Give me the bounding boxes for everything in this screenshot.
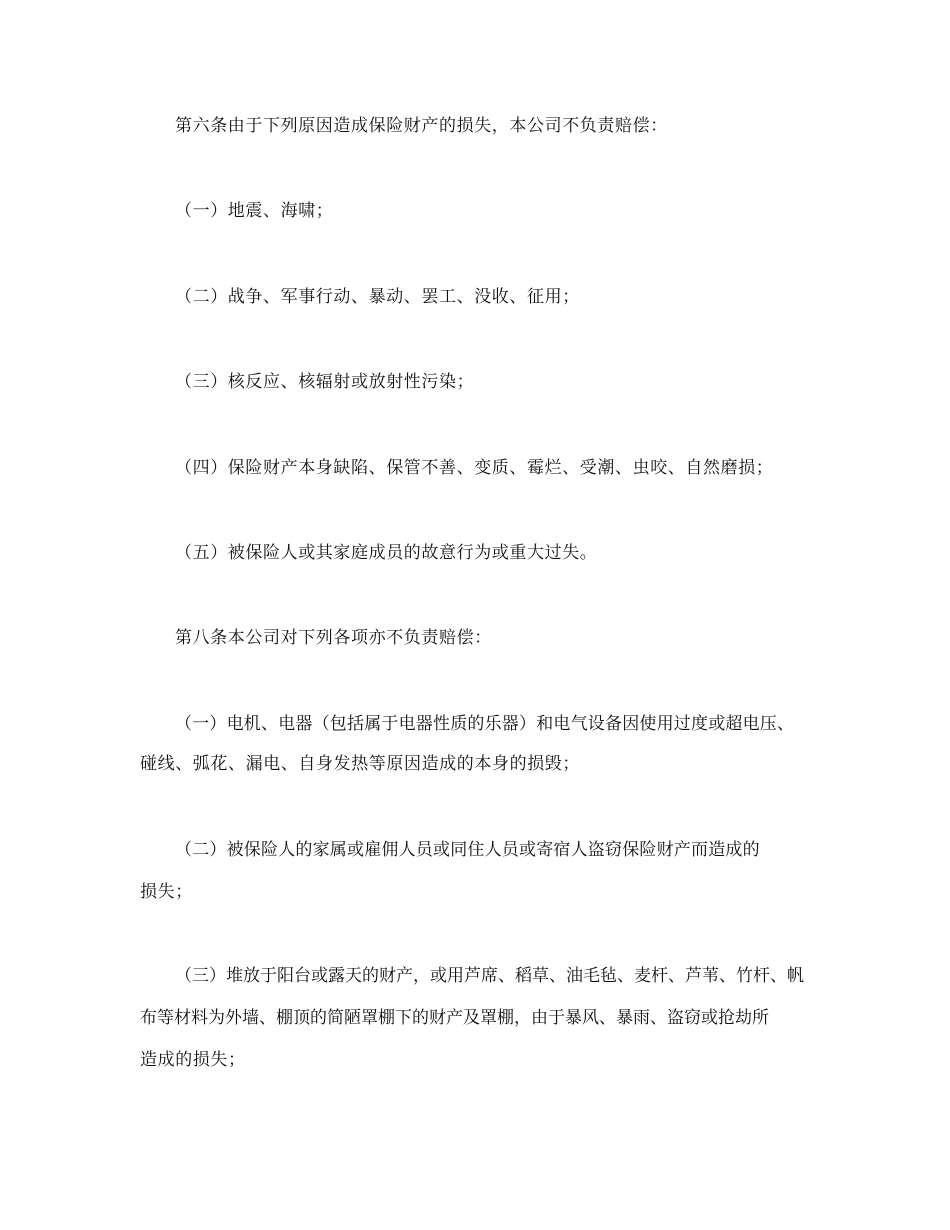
article-8-item-3-line-2: 布等材料为外墙、棚顶的简陋罩棚下的财产及罩棚，由于暴风、暴雨、盗窃或抢劫所: [140, 1008, 769, 1028]
article-8-item-3-line-1: （三）堆放于阳台或露天的财产，或用芦席、稻草、油毛毡、麦杆、芦苇、竹杆、帆: [175, 966, 804, 986]
article-6-item-1: （一）地震、海啸；: [175, 201, 334, 221]
article-8-item-1-line-1: （一）电机、电器（包括属于电器性质的乐器）和电气设备因使用过度或超电压、: [175, 714, 795, 734]
article-8-item-1-line-2: 碰线、弧花、漏电、自身发热等原因造成的本身的损毁；: [140, 754, 580, 774]
article-6-item-2: （二）战争、军事行动、暴动、罢工、没收、征用；: [175, 287, 580, 307]
article-6-item-5: （五）被保险人或其家庭成员的故意行为或重大过失。: [175, 543, 598, 563]
article-6-item-4: （四）保险财产本身缺陷、保管不善、变质、霉烂、受潮、虫咬、自然磨损；: [175, 458, 774, 478]
article-8-item-2-line-2: 损失；: [140, 882, 193, 902]
article-6-item-3: （三）核反应、核辐射或放射性污染；: [175, 372, 475, 392]
article-8-heading: 第八条本公司对下列各项亦不负责赔偿：: [175, 628, 492, 648]
article-8-item-2-line-1: （二）被保险人的家属或雇佣人员或同住人员或寄宿人盗窃保险财产而造成的: [175, 840, 760, 860]
article-6-heading: 第六条由于下列原因造成保险财产的损失，本公司不负责赔偿：: [175, 116, 668, 136]
article-8-item-3-line-3: 造成的损失；: [140, 1050, 246, 1070]
